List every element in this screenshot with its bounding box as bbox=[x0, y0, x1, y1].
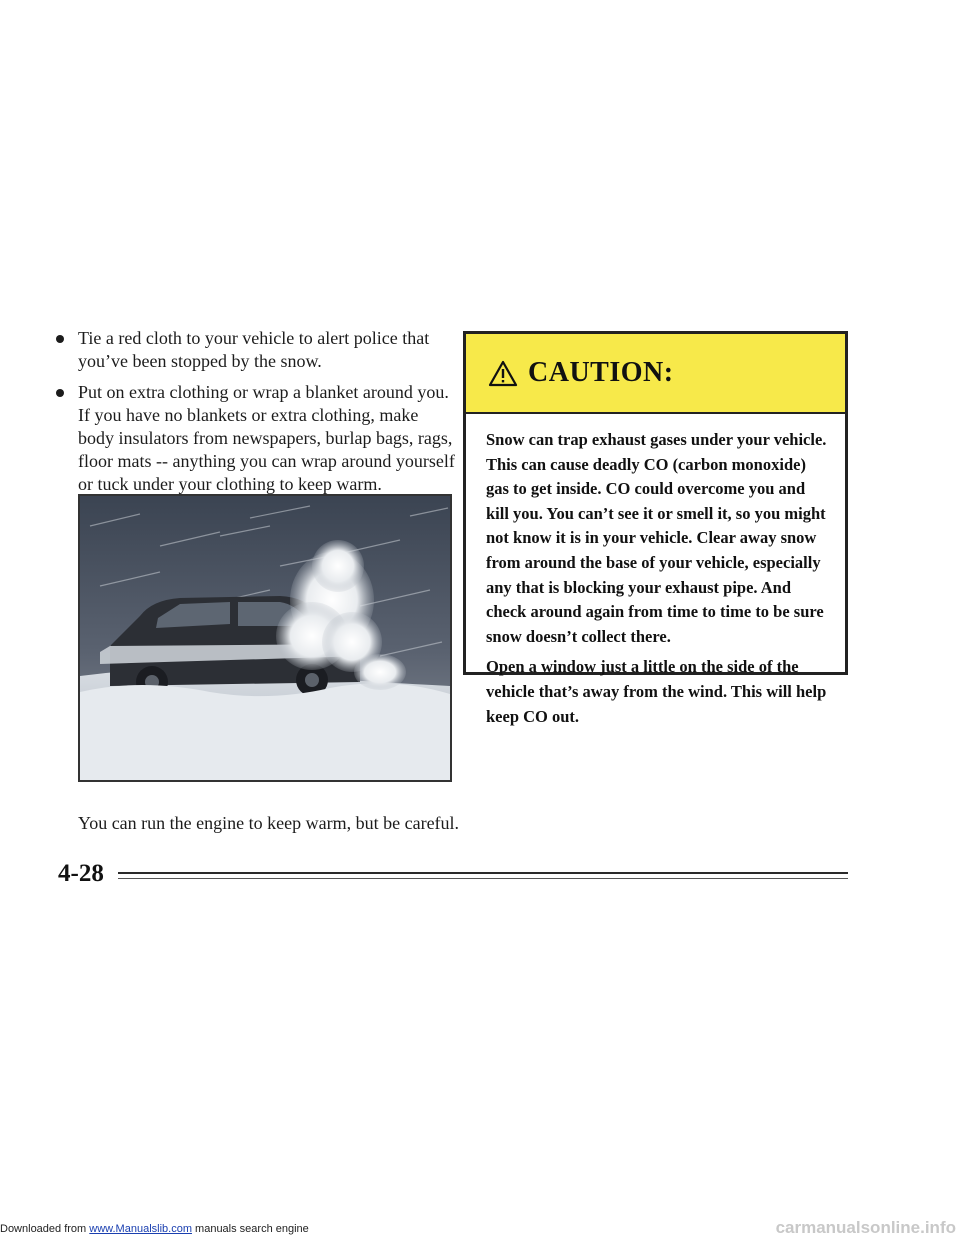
caution-body bbox=[466, 414, 845, 729]
footer-prefix: Downloaded from bbox=[0, 1223, 90, 1235]
bullet-text: Tie a red cloth to your vehicle to alert police that you’ve been stopped by the snow. bbox=[78, 328, 430, 371]
caution-paragraph: Open a window just a little on the side of the vehicle that’s away from the wind. This will help keep CO out. bbox=[486, 657, 827, 726]
bullet-icon bbox=[56, 389, 64, 397]
bullet-text: Put on extra clothing or wrap a blanket around you. If you have no blankets or extra clothing, make body insulators from newspapers, burlap bags, rags, floor mats -- anything you can wrap around yourself or tuck under your clothing to keep warm. bbox=[78, 382, 455, 494]
caution-paragraph: Snow can trap exhaust gases under your vehicle. This can cause deadly CO (carbon monoxide) gas to get inside. CO could overcome you and kill you. You can’t see it or smell it, so you might not know it is in your vehicle. Clear away snow from around the base of your vehicle, especially any that is blocking your exhaust pipe. And check around again from time to time to be sure snow doesn’t collect there. bbox=[486, 430, 827, 646]
caution-box bbox=[463, 331, 848, 726]
engine-note: You can run the engine to keep warm, but be careful. bbox=[78, 813, 460, 833]
manualslib-link[interactable]: www.Manualslib.com bbox=[89, 1223, 192, 1235]
list-item bbox=[56, 327, 456, 373]
instruction-list bbox=[56, 327, 456, 504]
caution-title: CAUTION: bbox=[528, 357, 674, 388]
caution-header bbox=[466, 334, 845, 414]
page-number: 4-28 bbox=[58, 860, 104, 887]
site-watermark: carmanualsonline.info bbox=[775, 1218, 956, 1237]
footer-rule-thin bbox=[118, 878, 848, 879]
list-item bbox=[56, 381, 456, 496]
footer-rule bbox=[118, 872, 848, 874]
bullet-icon bbox=[56, 335, 64, 343]
snowbound-car-icon bbox=[80, 496, 450, 780]
warning-triangle-icon bbox=[488, 360, 518, 387]
footer-suffix: manuals search engine bbox=[191, 1223, 309, 1235]
download-credit bbox=[0, 1223, 309, 1235]
snowbound-car-illustration bbox=[78, 494, 452, 782]
